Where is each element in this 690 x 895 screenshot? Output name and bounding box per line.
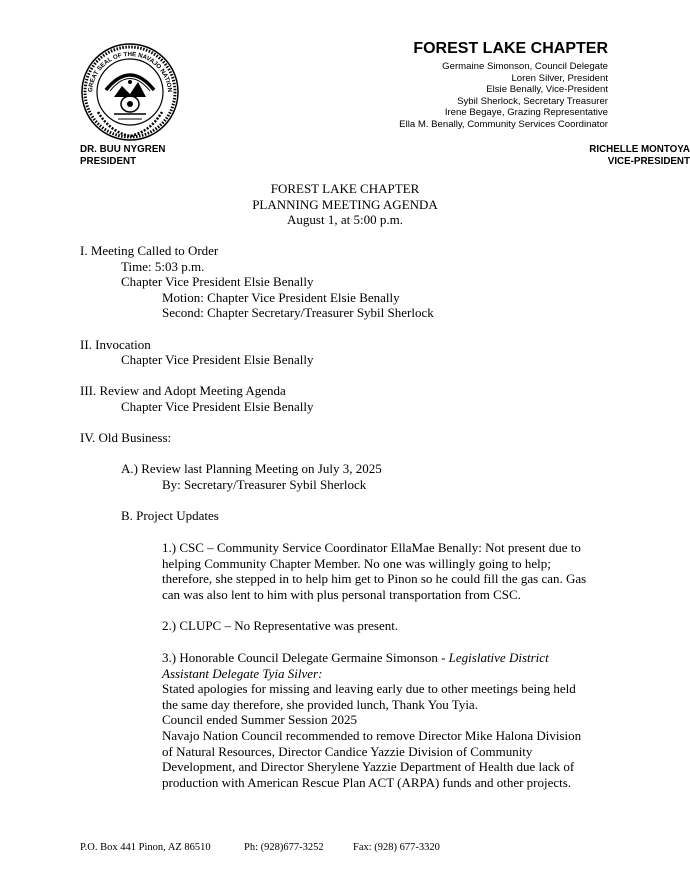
president-title: PRESIDENT <box>80 155 137 167</box>
paragraph-line: 1.) CSC – Community Service Coordinator EllaMae Benally: Not present due to <box>162 540 581 555</box>
official-line: Ella M. Benally, Community Services Coordinator <box>399 118 608 130</box>
paragraph-line: Stated apologies for missing and leaving early due to other meetings being held <box>162 681 576 697</box>
agenda-title-line2: PLANNING MEETING AGENDA <box>252 196 438 212</box>
vice-president-name: RICHELLE MONTOYA <box>589 144 690 155</box>
footer-fax: Fax: (928) 677-3320 <box>353 842 440 853</box>
section-1-heading: I. Meeting Called to Order <box>80 243 219 258</box>
section-2-heading: II. Invocation <box>80 337 151 352</box>
section-4b-heading: B. Project Updates <box>121 508 219 523</box>
paragraph-line: can was also lent to him with plus personal transportation from CSC. <box>162 586 521 602</box>
footer <box>80 842 440 853</box>
paragraph-line: Development, and Director Sherylene Yazzie Department of Health due lack of <box>162 759 575 775</box>
project-update-council-delegate <box>162 650 608 790</box>
agenda-title-line1: FOREST LAKE CHAPTER <box>270 181 420 196</box>
paragraph-line: Navajo Nation Council recommended to remove Director Mike Halona Division <box>162 727 582 743</box>
paragraph-line: Council ended Summer Session 2025 <box>162 712 357 728</box>
project-update-clupc: 2.) CLUPC – No Representative was present. <box>162 618 399 633</box>
vice-president-block <box>589 144 690 168</box>
paragraph-line: production with American Rescue Plan ACT (ARPA) funds and other projects. <box>162 774 572 790</box>
chapter-name: FOREST LAKE CHAPTER <box>413 40 608 57</box>
section-1-motion: Motion: Chapter Vice President Elsie Benally <box>162 290 400 305</box>
paragraph-line: of Natural Resources, Director Candice Yazzie Division of Community <box>162 743 533 759</box>
paragraph-line: the same day therefore, she provided lunch, Thank You Tyia. <box>162 696 478 712</box>
paragraph-line: therefore, she stepped in to help him get to Pinon so he could fill the gas can. Gas <box>162 571 587 587</box>
item3-lead: 3.) Honorable Council Delegate Germaine Simonson - <box>162 650 449 665</box>
official-line: Irene Begaye, Grazing Representative <box>444 107 608 119</box>
section-4-heading: IV. Old Business: <box>80 430 172 445</box>
agenda-title-line3: August 1, at 5:00 p.m. <box>287 212 403 228</box>
section-1-presider: Chapter Vice President Elsie Benally <box>121 274 314 289</box>
footer-phone: Ph: (928)677-3252 <box>244 842 324 853</box>
official-line: Elsie Benally, Vice-President <box>486 84 608 96</box>
item3-italic-2: Assistant Delegate Tyia Silver: <box>162 665 323 681</box>
seal-graphic <box>80 42 180 142</box>
president-block <box>80 144 165 168</box>
vice-president-title: VICE-PRESIDENT <box>607 155 690 167</box>
paragraph-line: helping Community Chapter Member. No one was willingly going to help; <box>162 555 551 571</box>
item3-heading-line-2 <box>162 666 608 682</box>
agenda-title <box>0 181 690 228</box>
official-line: Sybil Sherlock, Secretary Treasurer <box>457 95 608 107</box>
section-4a-heading: A.) Review last Planning Meeting on July 3, 2025 <box>121 461 382 476</box>
item3-italic-1: Legislative District <box>448 650 549 665</box>
section-3-heading: III. Review and Adopt Meeting Agenda <box>80 383 286 398</box>
official-line: Loren Silver, President <box>511 72 608 84</box>
seal-ring-text: GREAT SEAL OF THE NAVAJO NATION <box>86 50 173 93</box>
item3-heading-line <box>162 650 608 666</box>
officials-list <box>399 61 608 131</box>
project-update-csc <box>162 540 608 602</box>
section-1-second: Second: Chapter Secretary/Treasurer Sybil Sherlock <box>162 305 434 320</box>
section-4a-by: By: Secretary/Treasurer Sybil Sherlock <box>162 477 367 492</box>
president-name: DR. BUU NYGREN <box>80 144 166 155</box>
section-1-time: Time: 5:03 p.m. <box>121 259 205 274</box>
official-line: Germaine Simonson, Council Delegate <box>442 61 608 72</box>
navajo-nation-seal <box>80 42 180 142</box>
section-2-presider: Chapter Vice President Elsie Benally <box>121 352 314 367</box>
section-3-presider: Chapter Vice President Elsie Benally <box>121 399 314 414</box>
footer-address: P.O. Box 441 Pinon, AZ 86510 <box>80 842 211 853</box>
